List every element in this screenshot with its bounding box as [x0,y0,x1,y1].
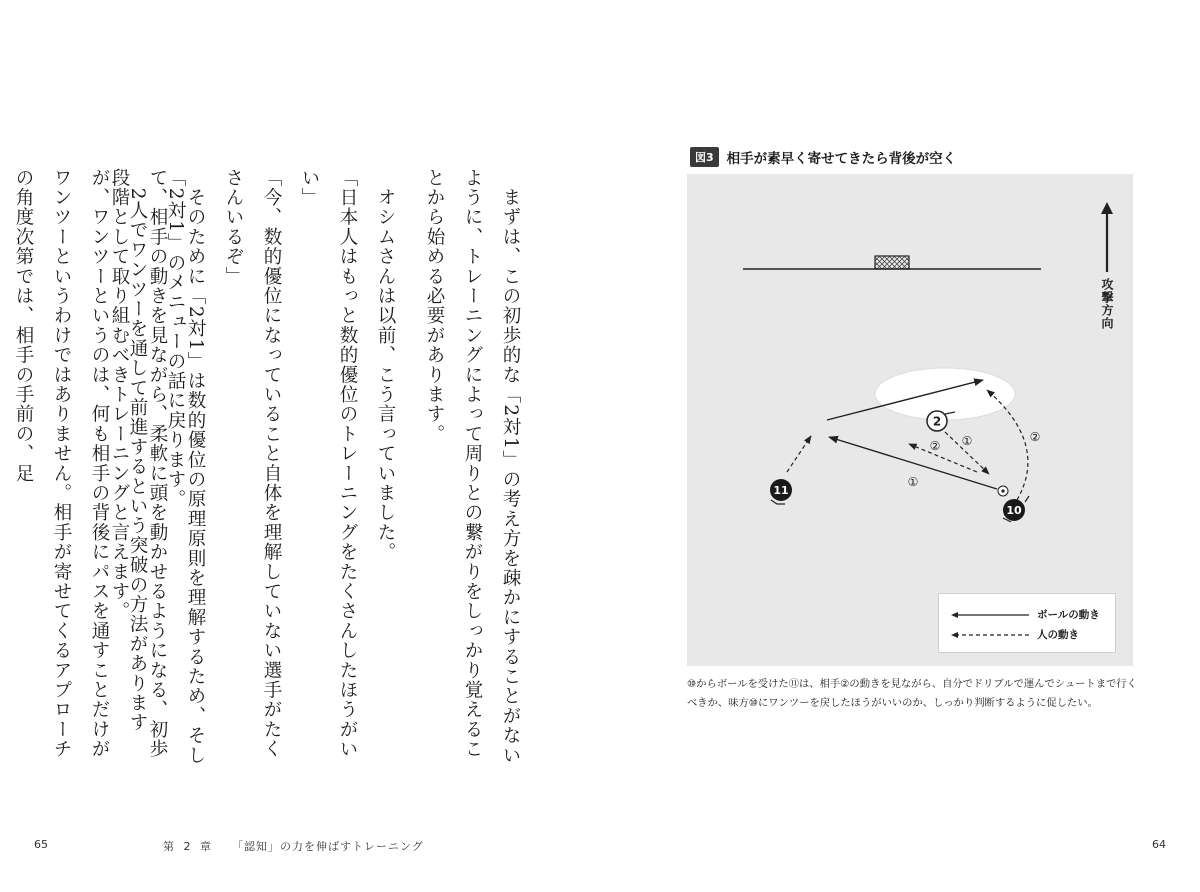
figure-badge: 図3 [690,147,719,167]
player-10-label: 10 [1006,504,1022,517]
attack-direction-label: 攻撃方向 [1100,278,1114,330]
page-number-left: 65 [34,838,48,851]
legend-box [938,593,1116,653]
run-arrow-11 [787,436,811,472]
step-label-run-2: ② [929,439,941,453]
open-space-zone [875,368,1015,420]
chapter-title: 「認知」の力を伸ばすトレーニング [232,840,424,853]
legend-person-label: 人の動き [1037,629,1079,641]
figure-caption: ⑩からボールを受けた⑪は、相手②の動きを見ながら、自分でドリブルで運んでシュートまで行くべきか、味方⑩にワンツーを戻したほうがいいのか、しっかり判断するように促したい。 [687,678,1137,709]
step-label-pass-1: ① [907,475,919,489]
defender-2-label: 2 [932,414,942,429]
figure-heading [690,146,956,168]
page-number-right: 64 [1152,838,1166,851]
paragraph-intro: まずは、この初歩的な「2対1」の考え方を疎かにすることがないように、トレーニングによって周りとの繋がりをしっかり覚えることから始める必要があります。 [424,168,521,766]
figure-title: 相手が素早く寄せてきたら背後が空く [726,151,957,167]
step-label-run-2b: ② [1029,430,1041,444]
dashed-arrow-icon [951,631,1029,639]
legend-ball-label: ボールの動き [1037,609,1100,621]
goal-net [875,256,909,269]
legend-ball [951,607,1100,622]
step-label-run-1: ① [961,434,973,448]
paragraph-2v1-menu: 「2対1」のメニューの話に戻ります。 2人でワンツーを通して前進するという突破の方法がありますが、ワンツーというのは、何も相手の背後にパスを通すことだけがワンツーというわけではありません。相手が寄せてくるアプローチの角度次第では、相手の手前の、足 [13,168,186,759]
player-11-label: 11 [773,484,789,497]
chapter-label: 第 2 章 [163,840,214,853]
paragraph-osim-quote: オシムさんは以前、こう言っていました。 「日本人はもっと数的優位のトレーニングをたくさんしたほうがいい」 「今、数的優位になっていること自体を理解していない選手がたくさんいるぞ」 そのために「2対1」は数的優位の原理原則を理解するため、そして、相手の動きを見ながら、柔軟に頭を動かせるようになる、初歩段階として取り組むべきトレーニングと言えます。 [109,168,396,766]
run-arrow-back [909,444,977,472]
legend-person [951,627,1079,642]
solid-arrow-icon [951,611,1029,619]
